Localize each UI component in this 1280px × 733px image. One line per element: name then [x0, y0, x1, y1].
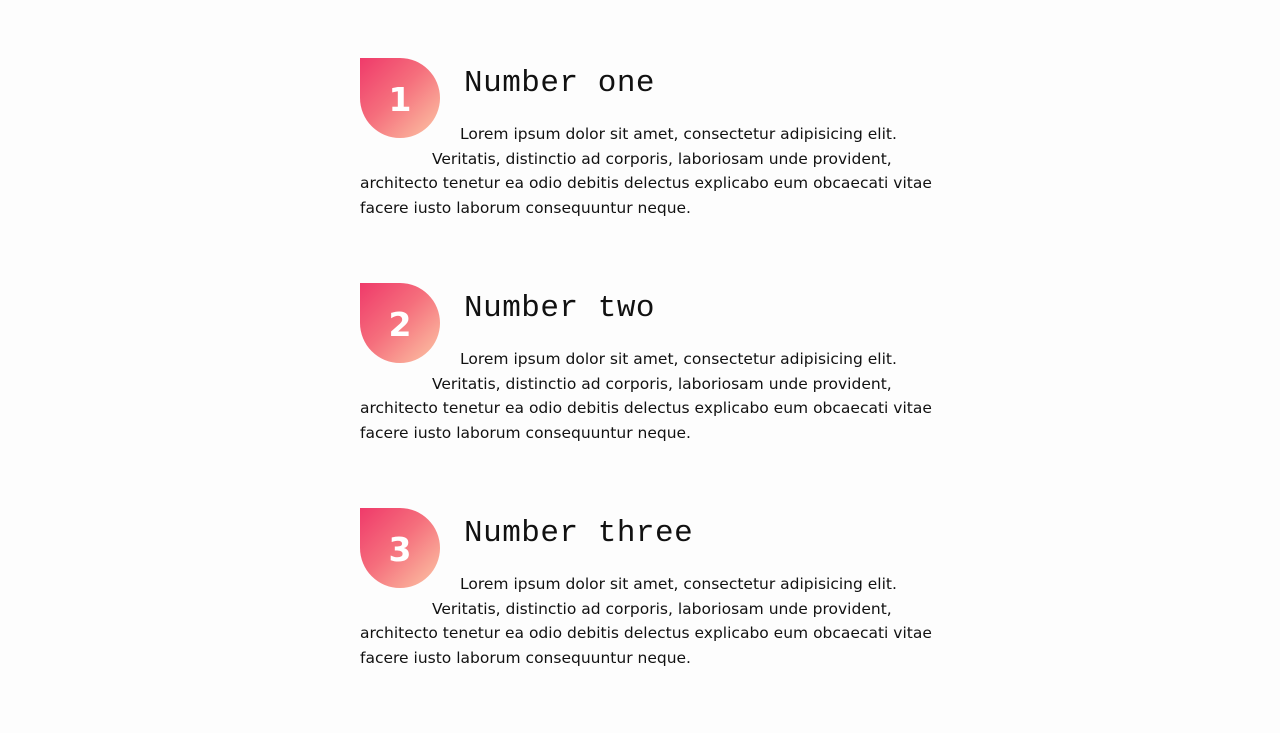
description-line: facere iusto laborum consequuntur neque.	[360, 648, 691, 667]
description-line: Veritatis, distinctio ad corporis, laboriosam unde provident,	[432, 599, 892, 618]
item-title: Number one	[464, 66, 656, 101]
item-description	[360, 347, 935, 445]
item-title: Number three	[464, 516, 694, 551]
item-description	[360, 122, 935, 220]
numbered-list	[360, 58, 940, 733]
description-line: Lorem ipsum dolor sit amet, consectetur adipisicing elit.	[460, 575, 897, 593]
description-line: architecto tenetur ea odio debitis delectus explicabo eum obcaecati vitae	[360, 624, 932, 642]
description-line: Lorem ipsum dolor sit amet, consectetur adipisicing elit.	[460, 125, 897, 143]
description-line: architecto tenetur ea odio debitis delectus explicabo eum obcaecati vitae	[360, 174, 932, 192]
badge-number: 2	[388, 304, 412, 344]
list-item-three	[360, 508, 940, 733]
description-line: facere iusto laborum consequuntur neque.	[360, 423, 691, 442]
list-item-one	[360, 58, 940, 283]
description-line: Veritatis, distinctio ad corporis, laboriosam unde provident,	[432, 149, 892, 168]
item-title: Number two	[464, 291, 656, 326]
description-line: Veritatis, distinctio ad corporis, laboriosam unde provident,	[432, 374, 892, 393]
description-line: architecto tenetur ea odio debitis delectus explicabo eum obcaecati vitae	[360, 399, 932, 417]
list-item-two	[360, 283, 940, 508]
description-line: facere iusto laborum consequuntur neque.	[360, 198, 691, 217]
badge-number: 1	[388, 79, 412, 119]
badge-number: 3	[388, 529, 412, 569]
item-description	[360, 572, 935, 670]
description-line: Lorem ipsum dolor sit amet, consectetur adipisicing elit.	[460, 350, 897, 368]
